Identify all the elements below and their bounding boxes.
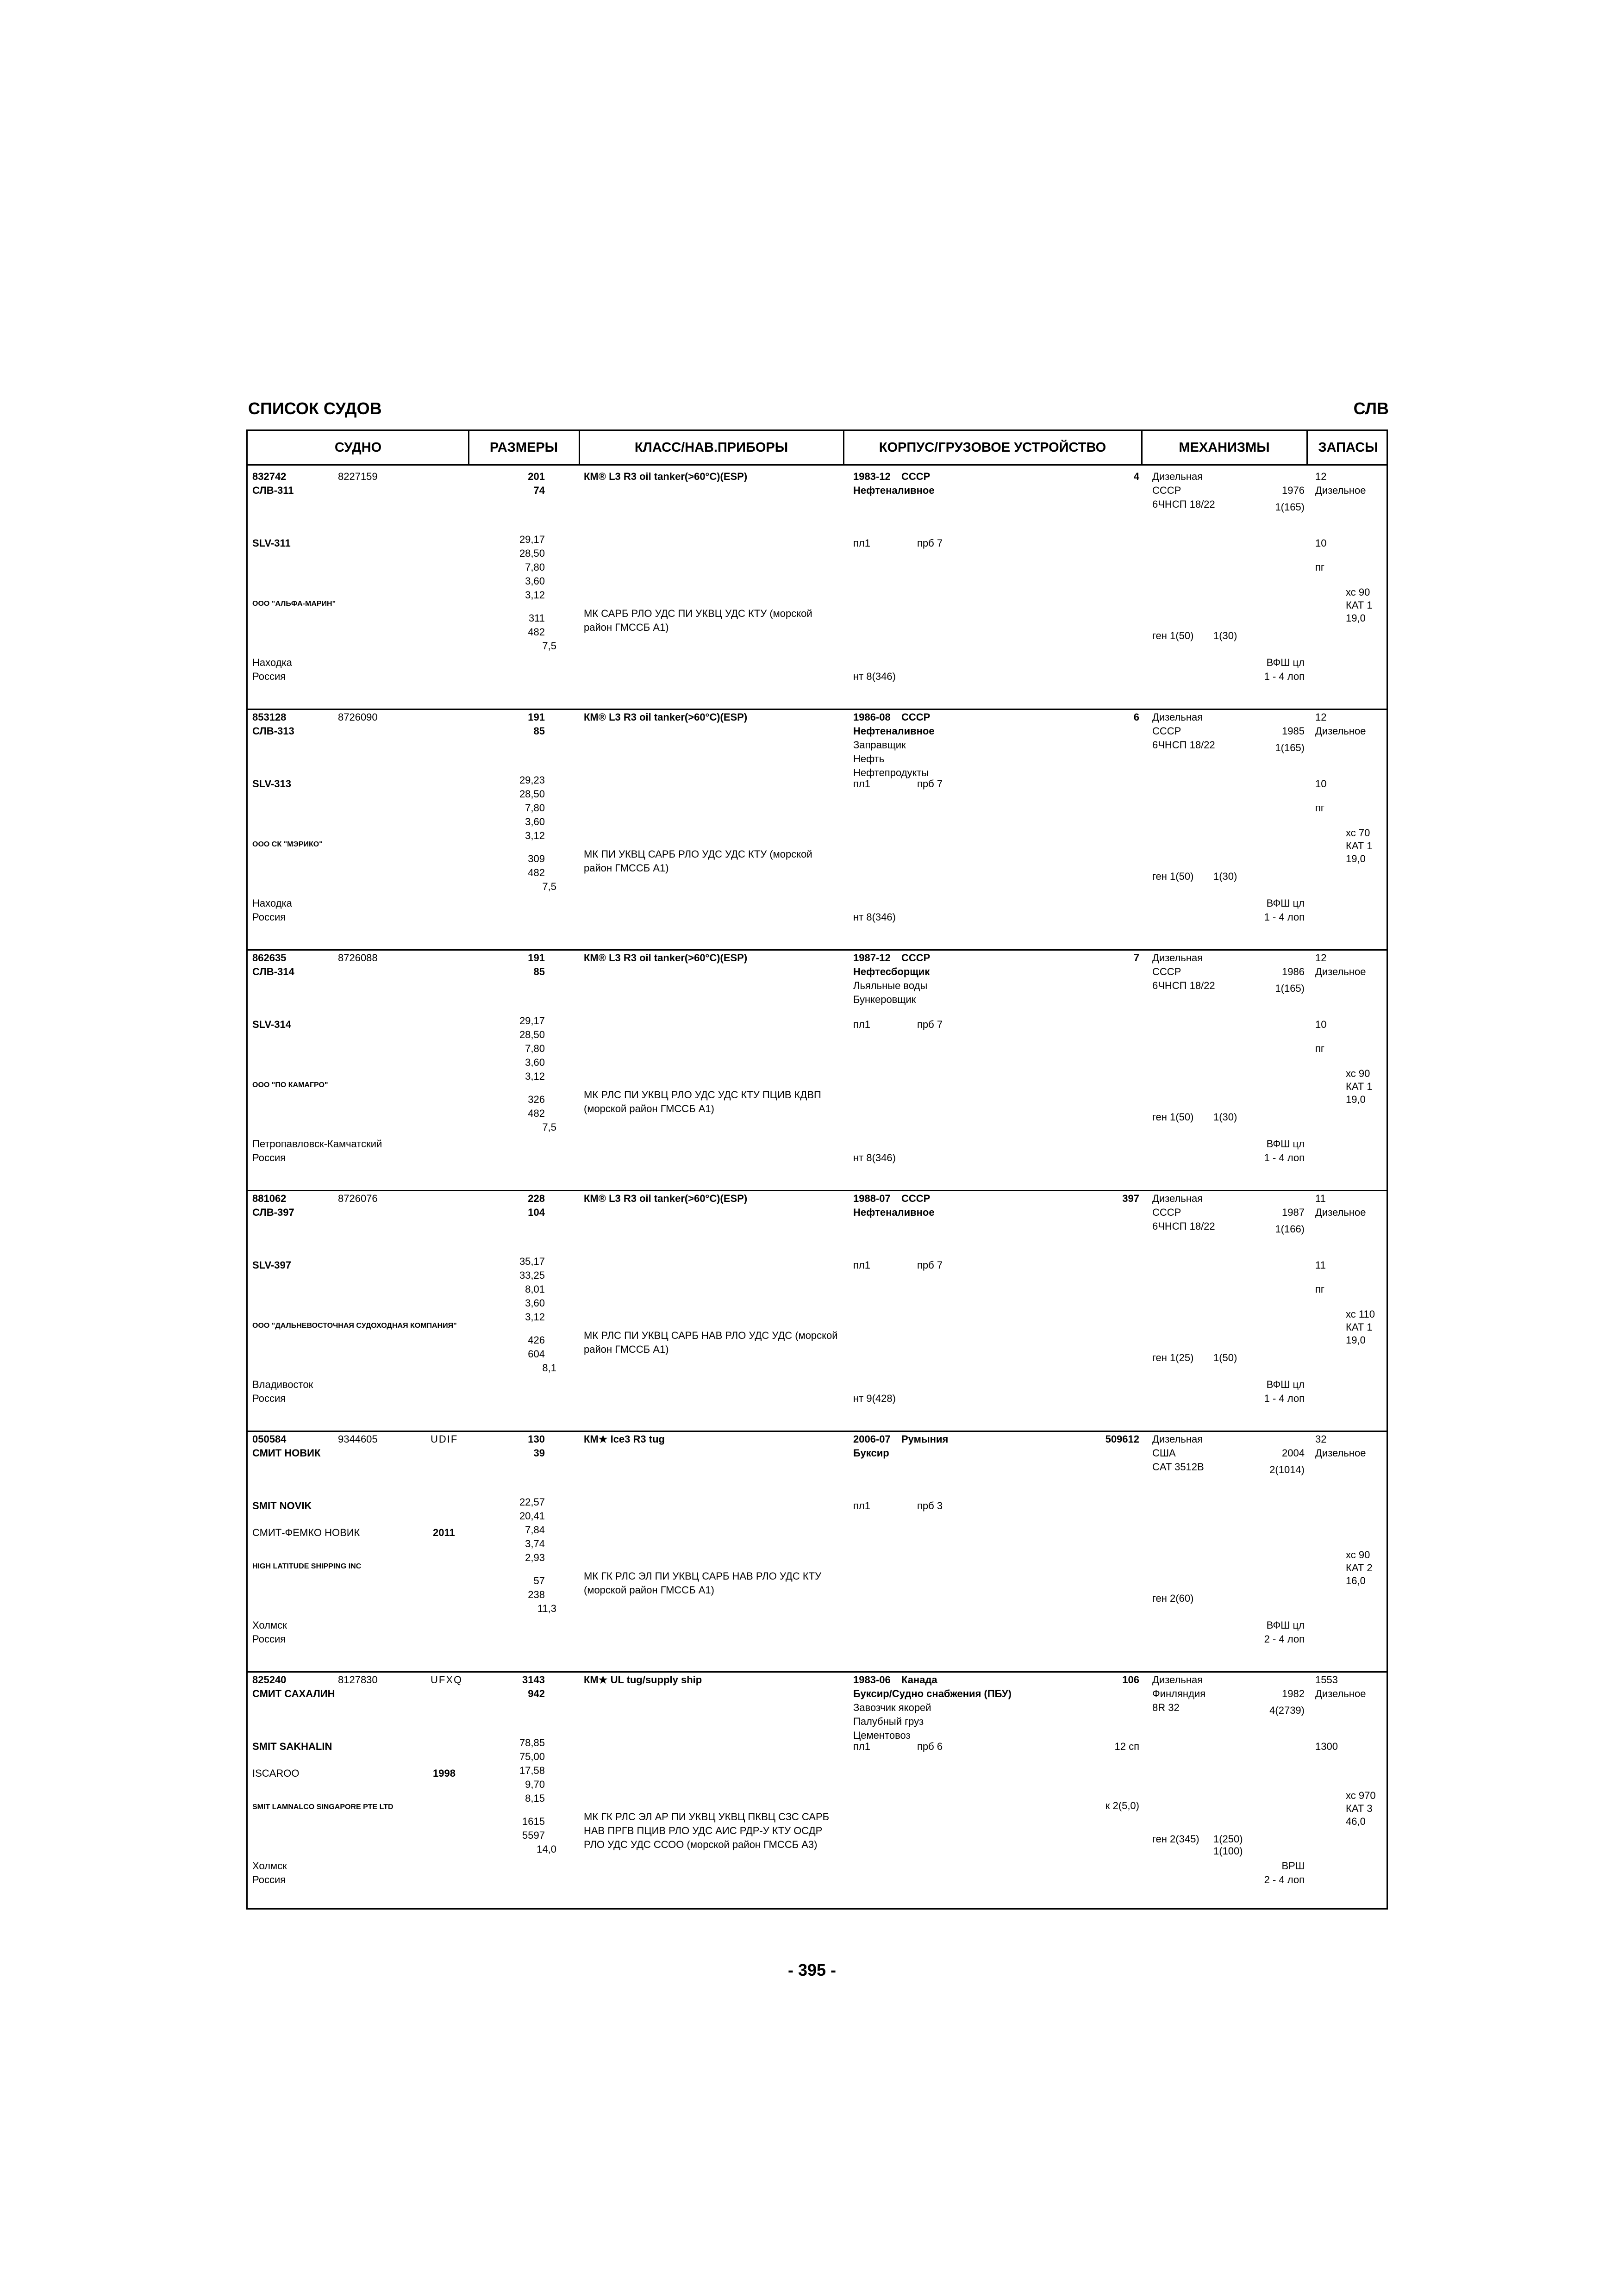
engine-year: 1976 <box>1282 485 1305 496</box>
generators-extra: 1(30) <box>1213 1111 1237 1123</box>
draught: 3,12 <box>525 1311 545 1323</box>
net-tonnage: 39 <box>533 1447 545 1459</box>
column-header-hull-cargo: КОРПУС/ГРУЗОВОЕ УСТРОЙСТВО <box>879 440 1106 455</box>
former-name: СМИТ-ФЕМКО НОВИК <box>252 1527 360 1538</box>
column-header-stores: ЗАПАСЫ <box>1318 440 1378 455</box>
ship-name: СМИТ САХАЛИН <box>252 1688 335 1699</box>
water-capacity: 11 <box>1315 1259 1326 1271</box>
class-notation: КМ® L3 R3 oil tanker(>60°C)(ESP) <box>584 1193 748 1204</box>
ship-entry <box>248 1671 1389 1912</box>
depth: 3,60 <box>525 1297 545 1309</box>
engine-model: 6ЧНСП 18/22 <box>1152 498 1215 510</box>
imo-number: 8127830 <box>338 1674 378 1686</box>
class-notation: КМ® L3 R3 oil tanker(>60°C)(ESP) <box>584 471 748 482</box>
ship-type-detail: Нефтепродукты <box>853 767 929 778</box>
ship-register-table <box>246 429 1388 1910</box>
engine-type: Дизельная <box>1152 1674 1203 1686</box>
engine-type: Дизельная <box>1152 471 1203 482</box>
ship-owner: ООО СК "МЭРИКО" <box>252 840 323 848</box>
endurance: 46,0 <box>1346 1816 1366 1827</box>
ship-type-detail: Завозчик якорей <box>853 1702 931 1713</box>
ship-entry <box>248 1190 1389 1431</box>
call-sign: UFXQ <box>431 1674 463 1686</box>
propeller-blades: 1 - 4 лоп <box>1264 671 1305 682</box>
ship-owner: SMIT LAMNALCO SINGAPORE PTE LTD <box>252 1803 394 1811</box>
propeller-blades: 1 - 4 лоп <box>1264 1152 1305 1164</box>
endurance: 19,0 <box>1346 1094 1366 1105</box>
breadth: 7,84 <box>525 1524 545 1536</box>
endurance: 19,0 <box>1346 1334 1366 1346</box>
length-overall: 78,85 <box>519 1737 545 1748</box>
yard-number: 6 <box>1133 711 1139 723</box>
flag-country: Россия <box>252 671 286 682</box>
section-code: СЛВ <box>1353 399 1389 418</box>
column-divider <box>1141 431 1143 464</box>
generators: ген 1(50) <box>1152 1111 1194 1123</box>
column-divider <box>468 431 469 464</box>
home-port: Петропавловск-Камчатский <box>252 1138 382 1150</box>
engine-model: 6ЧНСП 18/22 <box>1152 739 1215 751</box>
navigation-equipment: МК САРБ РЛО УДС ПИ УКВЦ УДС КТУ (морской район ГМССБ А1) <box>584 608 812 633</box>
displacement: 238 <box>528 1589 545 1600</box>
home-port: Находка <box>252 657 292 668</box>
category: КАТ 1 <box>1346 1321 1373 1333</box>
length-overall: 29,17 <box>519 1015 545 1027</box>
registry-number: 853128 <box>252 711 287 723</box>
engine-power: 1(165) <box>1275 501 1305 513</box>
home-port: Владивосток <box>252 1379 313 1390</box>
engine-power: 1(165) <box>1275 983 1305 994</box>
crew: хс 90 <box>1346 586 1370 598</box>
gross-tonnage: 191 <box>528 952 545 964</box>
decks: пл1 <box>853 1019 870 1030</box>
decks: пл1 <box>853 537 870 549</box>
ship-type-detail: Нефть <box>853 753 885 765</box>
gross-tonnage: 201 <box>528 471 545 482</box>
water-capacity: 10 <box>1315 778 1327 790</box>
engine-year: 1985 <box>1282 725 1305 737</box>
class-notation: КМ® L3 R3 oil tanker(>60°C)(ESP) <box>584 952 748 964</box>
draught: 3,12 <box>525 589 545 601</box>
length-pp: 75,00 <box>519 1751 545 1762</box>
propeller-type: ВФШ цл <box>1266 657 1305 668</box>
engine-country: СССР <box>1152 485 1181 496</box>
imo-number: 8227159 <box>338 471 378 482</box>
navigation-equipment: МК ПИ УКВЦ САРБ РЛО УДС УДС КТУ (морской район ГМССБ А1) <box>584 848 812 874</box>
length-pp: 28,50 <box>519 1029 545 1040</box>
build-country: Канада <box>901 1674 937 1686</box>
column-header-machinery: МЕХАНИЗМЫ <box>1179 440 1270 455</box>
generators-extra: 1(50) <box>1213 1352 1237 1363</box>
gross-tonnage: 191 <box>528 711 545 723</box>
yard-number: 4 <box>1133 471 1139 482</box>
cargo-tanks: нт 8(346) <box>853 1152 896 1164</box>
fuel-type: Дизельное <box>1315 966 1366 977</box>
ship-name: СЛВ-314 <box>252 966 294 977</box>
cargo-tanks: нт 9(428) <box>853 1393 896 1404</box>
length-overall: 22,57 <box>519 1496 545 1508</box>
depth: 3,60 <box>525 575 545 587</box>
engine-year: 1982 <box>1282 1688 1305 1699</box>
column-divider <box>1306 431 1308 464</box>
build-date: 1983-12 <box>853 471 891 482</box>
ship-type: Нефтеналивное <box>853 1207 935 1218</box>
speed: 7,5 <box>542 1121 556 1133</box>
navigation-equipment: МК ГК РЛС ЭЛ АР ПИ УКВЦ УКВЦ ПКВЦ СЗС САРБ НАВ ПРГВ ПЦИВ РЛО УДС АИС РДР-У КТУ ОСДР РЛО УДС УДС ССОО (морской район ГМССБ А3) <box>584 1811 830 1850</box>
endurance: 19,0 <box>1346 612 1366 624</box>
build-country: СССР <box>901 711 931 723</box>
speed: 7,5 <box>542 881 556 892</box>
displacement: 482 <box>528 1108 545 1119</box>
depth: 3,60 <box>525 1057 545 1068</box>
net-tonnage: 104 <box>528 1207 545 1218</box>
yard-number: 397 <box>1122 1193 1139 1204</box>
ship-type-detail: Палубный груз <box>853 1716 924 1727</box>
registry-number: 862635 <box>252 952 287 964</box>
crew: хс 110 <box>1346 1308 1375 1320</box>
engine-type: Дизельная <box>1152 1193 1203 1204</box>
depth: 3,60 <box>525 816 545 828</box>
engine-year: 2004 <box>1282 1447 1305 1459</box>
registry-number: 832742 <box>252 471 287 482</box>
ship-type: Нефтеналивное <box>853 725 935 737</box>
water-capacity: 1300 <box>1315 1741 1338 1752</box>
propeller-type: ВФШ цл <box>1266 1379 1305 1390</box>
ship-name: СЛВ-313 <box>252 725 294 737</box>
home-port: Холмск <box>252 1860 287 1872</box>
build-country: СССР <box>901 471 931 482</box>
deadweight: 326 <box>528 1094 545 1105</box>
decks: пл1 <box>853 778 870 790</box>
class-notation: КМ® L3 R3 oil tanker(>60°C)(ESP) <box>584 711 748 723</box>
registry-number: 050584 <box>252 1433 287 1445</box>
navigation-equipment: МК РЛС ПИ УКВЦ РЛО УДС УДС КТУ ПЦИВ КДВП (морской район ГМССБ А1) <box>584 1089 821 1114</box>
category: КАТ 1 <box>1346 840 1373 852</box>
ship-entry <box>248 949 1389 1190</box>
engine-power: 1(165) <box>1275 742 1305 753</box>
imo-number: 9344605 <box>338 1433 378 1445</box>
length-pp: 28,50 <box>519 548 545 559</box>
breadth: 8,01 <box>525 1283 545 1295</box>
bulkheads: прб 7 <box>917 537 943 549</box>
generators-extra: 1(100) <box>1213 1845 1243 1857</box>
draught: 3,12 <box>525 1070 545 1082</box>
engine-country: США <box>1152 1447 1176 1459</box>
ship-name: СМИТ НОВИК <box>252 1447 321 1459</box>
ship-owner: ООО "ДАЛЬНЕВОСТОЧНАЯ СУДОХОДНАЯ КОМПАНИЯ" <box>252 1322 457 1330</box>
ship-entry <box>248 709 1389 949</box>
build-country: СССР <box>901 952 931 964</box>
column-header-dimensions: РАЗМЕРЫ <box>489 440 558 455</box>
registry-number: 881062 <box>252 1193 287 1204</box>
ship-name-latin: SLV-314 <box>252 1019 291 1030</box>
fuel-type: Дизельное <box>1315 485 1366 496</box>
pg-note: пг <box>1315 1043 1324 1054</box>
propeller-type: ВФШ цл <box>1266 897 1305 909</box>
generators-extra: 1(30) <box>1213 630 1237 641</box>
engine-power: 2(1014) <box>1269 1464 1305 1475</box>
ship-name: СЛВ-397 <box>252 1207 294 1218</box>
class-notation: КМ★ UL tug/supply ship <box>584 1674 702 1686</box>
fuel-type: Дизельное <box>1315 1447 1366 1459</box>
net-tonnage: 942 <box>528 1688 545 1699</box>
net-tonnage: 85 <box>533 725 545 737</box>
flag-country: Россия <box>252 1393 286 1404</box>
ship-name-latin: SMIT NOVIK <box>252 1500 312 1512</box>
build-date: 2006-07 <box>853 1433 891 1445</box>
build-date: 1988-07 <box>853 1193 891 1204</box>
ship-type-detail: Льяльные воды <box>853 980 928 991</box>
fuel-type: Дизельное <box>1315 1688 1366 1699</box>
class-notation: КМ★ Ice3 R3 tug <box>584 1433 665 1445</box>
ship-type: Нефтесборщик <box>853 966 930 977</box>
propeller-blades: 2 - 4 лоп <box>1264 1874 1305 1885</box>
propeller-blades: 1 - 4 лоп <box>1264 1393 1305 1404</box>
category: КАТ 2 <box>1346 1562 1373 1574</box>
build-date: 1986-08 <box>853 711 891 723</box>
length-pp: 33,25 <box>519 1269 545 1281</box>
header-divider <box>248 464 1387 466</box>
engine-type: Дизельная <box>1152 711 1203 723</box>
pg-note: пг <box>1315 802 1324 814</box>
fuel-type: Дизельное <box>1315 725 1366 737</box>
length-pp: 28,50 <box>519 788 545 800</box>
ship-name-latin: SLV-397 <box>252 1259 291 1271</box>
imo-number: 8726090 <box>338 711 378 723</box>
fuel-capacity: 12 <box>1315 711 1327 723</box>
speed: 14,0 <box>537 1843 556 1855</box>
engine-model: 8R 32 <box>1152 1702 1180 1713</box>
speed: 8,1 <box>542 1362 556 1374</box>
draught: 2,93 <box>525 1552 545 1563</box>
engine-type: Дизельная <box>1152 952 1203 964</box>
engine-country: СССР <box>1152 725 1181 737</box>
engine-model: 6ЧНСП 18/22 <box>1152 980 1215 991</box>
navigation-equipment: МК ГК РЛС ЭЛ ПИ УКВЦ САРБ НАВ РЛО УДС КТУ (морской район ГМССБ А1) <box>584 1570 822 1596</box>
generators: ген 1(50) <box>1152 871 1194 882</box>
ship-type: Буксир <box>853 1447 889 1459</box>
propeller-type: ВРШ <box>1281 1860 1305 1872</box>
water-capacity: 10 <box>1315 537 1327 549</box>
propeller-type: ВФШ цл <box>1266 1138 1305 1150</box>
engine-country: СССР <box>1152 1207 1181 1218</box>
ship-type-detail: Цементовоз <box>853 1730 911 1741</box>
gross-tonnage: 130 <box>528 1433 545 1445</box>
ship-owner: ООО "ПО КАМАГРО" <box>252 1081 328 1089</box>
category: КАТ 1 <box>1346 1081 1373 1092</box>
fuel-capacity: 1553 <box>1315 1674 1338 1686</box>
cargo-tanks: нт 8(346) <box>853 911 896 923</box>
generators: ген 2(60) <box>1152 1593 1194 1604</box>
crew: хс 90 <box>1346 1549 1370 1561</box>
former-name-year: 2011 <box>433 1527 455 1538</box>
net-tonnage: 74 <box>533 485 545 496</box>
flag-country: Россия <box>252 1633 286 1645</box>
propeller-blades: 2 - 4 лоп <box>1264 1633 1305 1645</box>
breadth: 7,80 <box>525 561 545 573</box>
gross-tonnage: 3143 <box>522 1674 545 1686</box>
engine-model: 6ЧНСП 18/22 <box>1152 1220 1215 1232</box>
length-overall: 29,23 <box>519 774 545 786</box>
ship-entry <box>248 468 1389 709</box>
column-divider <box>579 431 580 464</box>
decks: пл1 <box>853 1259 870 1271</box>
pg-note: пг <box>1315 1283 1324 1295</box>
fuel-capacity: 32 <box>1315 1433 1327 1445</box>
speed: 11,3 <box>537 1603 556 1614</box>
column-divider <box>843 431 844 464</box>
length-overall: 35,17 <box>519 1256 545 1267</box>
fuel-capacity: 11 <box>1315 1193 1326 1204</box>
net-tonnage: 85 <box>533 966 545 977</box>
depth: 3,74 <box>525 1538 545 1549</box>
bulkheads: прб 7 <box>917 778 943 790</box>
displacement: 604 <box>528 1348 545 1360</box>
bulkheads: прб 7 <box>917 1019 943 1030</box>
deadweight: 311 <box>528 612 545 624</box>
flag-country: Россия <box>252 1874 286 1885</box>
yard-number: 509612 <box>1105 1433 1139 1445</box>
engine-country: Финляндия <box>1152 1688 1206 1699</box>
ship-owner: HIGH LATITUDE SHIPPING INC <box>252 1562 362 1570</box>
length-overall: 29,17 <box>519 534 545 545</box>
bulkheads: прб 3 <box>917 1500 943 1512</box>
generators: ген 2(345) <box>1152 1833 1199 1845</box>
build-country: СССР <box>901 1193 931 1204</box>
build-country: Румыния <box>901 1433 949 1445</box>
ship-type-detail: Бункеровщик <box>853 994 916 1005</box>
crew: хс 70 <box>1346 827 1370 839</box>
former-name-year: 1998 <box>433 1767 456 1779</box>
engine-year: 1987 <box>1282 1207 1305 1218</box>
breadth: 7,80 <box>525 802 545 814</box>
yard-number: 106 <box>1122 1674 1139 1686</box>
propeller-blades: 1 - 4 лоп <box>1264 911 1305 923</box>
propeller-type: ВФШ цл <box>1266 1619 1305 1631</box>
breadth: 17,58 <box>519 1765 545 1776</box>
home-port: Холмск <box>252 1619 287 1631</box>
flag-country: Россия <box>252 1152 286 1164</box>
deadweight: 57 <box>533 1575 545 1587</box>
cargo-tanks: нт 8(346) <box>853 671 896 682</box>
ship-type: Нефтеналивное <box>853 485 935 496</box>
engine-power: 4(2739) <box>1269 1705 1305 1716</box>
engine-type: Дизельная <box>1152 1433 1203 1445</box>
generators: ген 1(50) <box>1152 630 1194 641</box>
engine-year: 1986 <box>1282 966 1305 977</box>
gross-tonnage: 228 <box>528 1193 545 1204</box>
build-date: 1983-06 <box>853 1674 891 1686</box>
draught: 8,15 <box>525 1792 545 1804</box>
deadweight: 426 <box>528 1334 545 1346</box>
decks: пл1 <box>853 1500 870 1512</box>
imo-number: 8726076 <box>338 1193 378 1204</box>
ship-name-latin: SLV-311 <box>252 537 291 549</box>
ship-type-detail: Заправщик <box>853 739 906 751</box>
crew: хс 970 <box>1346 1790 1376 1801</box>
generators: ген 1(25) <box>1152 1352 1194 1363</box>
engine-power: 1(166) <box>1275 1223 1305 1235</box>
deadweight: 309 <box>528 853 545 865</box>
column-header-class-navigation: КЛАСС/НАВ.ПРИБОРЫ <box>634 440 788 455</box>
length-pp: 20,41 <box>519 1510 545 1522</box>
call-sign: UDIF <box>431 1433 458 1445</box>
decks: пл1 <box>853 1741 870 1752</box>
home-port: Находка <box>252 897 292 909</box>
bulkheads: прб 6 <box>917 1741 943 1752</box>
engine-country: СССР <box>1152 966 1181 977</box>
breadth: 7,80 <box>525 1043 545 1054</box>
navigation-equipment: МК РЛС ПИ УКВЦ САРБ НАВ РЛО УДС УДС (морской район ГМССБ А1) <box>584 1330 838 1355</box>
cargo-spaces: 12 сп <box>1114 1741 1139 1752</box>
former-name: ISCAROO <box>252 1767 300 1779</box>
water-capacity: 10 <box>1315 1019 1327 1030</box>
imo-number: 8726088 <box>338 952 378 964</box>
displacement: 482 <box>528 626 545 638</box>
crew: хс 90 <box>1346 1068 1370 1079</box>
column-header-vessel: СУДНО <box>334 440 382 455</box>
ship-entry <box>248 1431 1389 1671</box>
depth: 9,70 <box>525 1779 545 1790</box>
ship-name: СЛВ-311 <box>252 485 294 496</box>
yard-number: 7 <box>1133 952 1139 964</box>
page-number: - 395 - <box>787 1960 837 1979</box>
fuel-capacity: 12 <box>1315 952 1327 964</box>
generators-extra: 1(30) <box>1213 871 1237 882</box>
category: КАТ 1 <box>1346 599 1373 611</box>
ship-name-latin: SMIT SAKHALIN <box>252 1741 332 1752</box>
flag-country: Россия <box>252 911 286 923</box>
fuel-capacity: 12 <box>1315 471 1327 482</box>
draught: 3,12 <box>525 830 545 841</box>
build-date: 1987-12 <box>853 952 891 964</box>
speed: 7,5 <box>542 640 556 652</box>
deadweight: 1615 <box>522 1816 545 1827</box>
ship-type: Буксир/Судно снабжения (ПБУ) <box>853 1688 1012 1699</box>
displacement: 482 <box>528 867 545 878</box>
ship-name-latin: SLV-313 <box>252 778 291 790</box>
displacement: 5597 <box>522 1829 545 1841</box>
bulkheads: прб 7 <box>917 1259 943 1271</box>
endurance: 19,0 <box>1346 853 1366 865</box>
fuel-type: Дизельное <box>1315 1207 1366 1218</box>
list-title: СПИСОК СУДОВ <box>248 399 382 418</box>
engine-model: CAT 3512B <box>1152 1461 1204 1473</box>
ship-owner: ООО "АЛЬФА-МАРИН" <box>252 600 336 608</box>
pg-note: пг <box>1315 561 1324 573</box>
registry-number: 825240 <box>252 1674 287 1686</box>
cranes: к 2(5,0) <box>1105 1800 1139 1811</box>
generators-extra: 1(250) <box>1213 1833 1243 1845</box>
endurance: 16,0 <box>1346 1575 1366 1587</box>
category: КАТ 3 <box>1346 1803 1373 1814</box>
